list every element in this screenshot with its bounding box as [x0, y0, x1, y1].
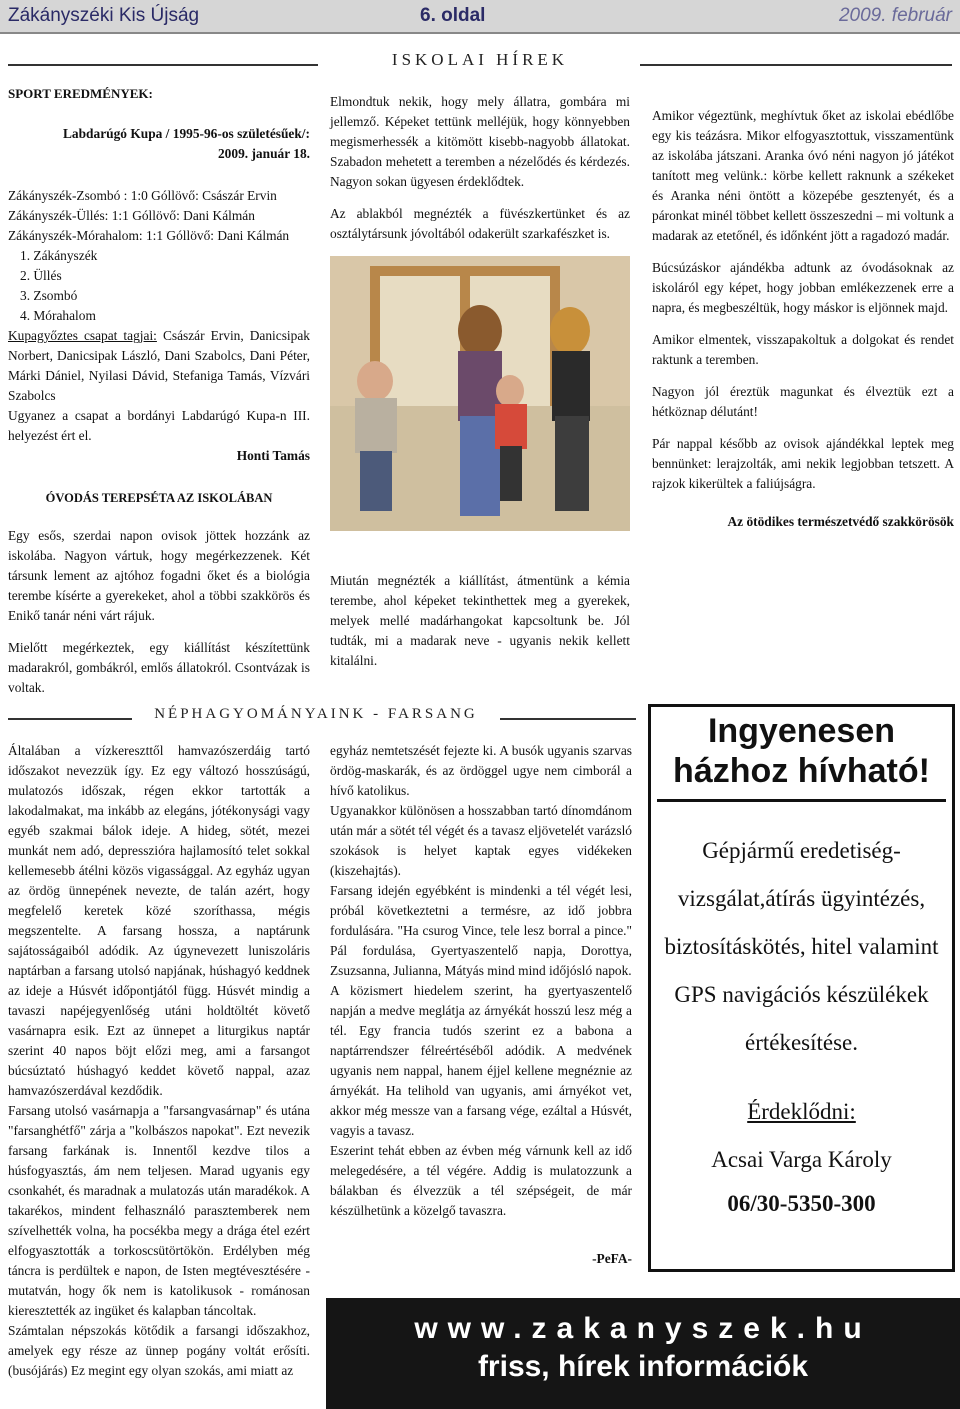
website-tagline: friss, hírek információk: [477, 1350, 809, 1383]
right-column: [652, 106, 954, 532]
sport-section: [8, 84, 310, 698]
advertisement-box: [648, 704, 955, 1272]
ranking-2: 2. Üllés: [20, 268, 62, 283]
ad-body: Gépjármű eredetiség-vizsgálat,átírás ügyintézés, biztosításkötés, hitel valamint GPS navigációs készülékek értékesítése.: [664, 838, 939, 1055]
farsang-c1-p3: Számtalan népszokás kötődik a farsangi időszakhoz, amelyek egy része az ünnep pogány voltát erősíti. (busójárás) Ez megint egy olyan szokás, ami miatt az: [8, 1323, 310, 1378]
result-2: Zákányszék-Üllés: 1:1 Góllövő: Dani Kálmán: [8, 208, 255, 223]
title-rule-left: [8, 64, 318, 66]
farsang-c1-p2: Farsang utolsó vasárnapja a "farsangvasárnap" és utána "farsanghétfő" zárja a "kolbászos napokat". Ezt nevezik farsang farkának is. Innentől kezdve tilos a húsfogyasztás, ám nem teljesen. Marad ugyanis egy csonkahét, és maradnak a mulatozás után maradékok. A takarékos, mindent felhasználó parasztemberek nem szívelhették volna, ha pocsékba megy a drága étel ezért elfogyasztották a torkoscsütörtökön. Erdélyben még táncra is perdültek e napon, de Isten megtévesztésére - mutatván, hogy ők nem is katolikusok - románosan kieresztették az ingüket és kalapban táncoltak.: [8, 1103, 310, 1318]
kg-paragraph-3: Elmondtuk nekik, hogy mely állatra, gombára mi jellemző. Képeket tettünk melléjük, hogy könnyebben megismerhessék a kitömött kisebb-nagyobb állatokat. Szabadon mehetett a teremben a nézelődés és kérdezés. Nagyon sokan ügyesen érdeklődtek.: [330, 94, 630, 189]
middle-column-bottom: [330, 537, 630, 671]
kg-paragraph-5: Miután megnézték a kiállítást, átmentünk a kémia terembe, ahol képeket tekinthettek meg a gyerekek, melyek mellé madárhangokat kapcsoltunk be. Jól tudták, mi a madarak neve - ugyanis nekik kellett kitalálni.: [330, 573, 630, 668]
page-number: 6. oldal: [420, 5, 486, 26]
team-label: Kupagyőztes csapat tagjai:: [8, 328, 157, 343]
farsang-c2-p4: A közismert hiedelem szerint, ha gyertyaszentelő napján a medve meglátja az árnyékát hosszú lesz még a tél. Egy francia tudós szerint ez a babona a naptárrendszer félreértéséből adódik. A medvének ugyanis nem nappal, hanem éjjel kellene megnéznie az árnyékát. Ha telihold van ugyanis, ami árnyékot vet, akkor még messze van a farsang vége, ezáltal a Húsvét, vagyis a tavasz.: [330, 983, 632, 1138]
farsang-rule-left: [8, 718, 132, 720]
team-extra: Ugyanez a csapat a bordányi Labdarúgó Kupa-n III. helyezést ért el.: [8, 408, 310, 443]
farsang-c2-p3: Farsang idején egyébként is mindenki a tél végét lesi, próbál következtetni a termésre, az idő jobbra fordulására. "Ha csurog Vince, tele lesz borral a pince." Pál fordulása, Gyertyaszentelő napja, Dorottya, Zsuzsanna, Julianna, Mátyás mind mind időjósló napok.: [330, 883, 632, 978]
photo-illustration: [330, 256, 630, 531]
ranking-4: 4. Mórahalom: [20, 308, 96, 323]
farsang-c2-p1: egyház nemtetszését fejezte ki. A busók ugyanis szarvas ördög-maskarák, és az ördöggel ugye nem cimborál a hívő katolikus.: [330, 743, 632, 798]
farsang-column-2: [330, 741, 632, 1269]
kg-author: Az ötödikes természetvédő szakkörösök: [727, 514, 954, 529]
kg-paragraph-6: Amikor végeztünk, meghívtuk őket az iskolai ebédlőbe egy kis teázásra. Mikor elfogyasztottuk, visszamentünk az iskolába játszani. Aranka óvó néni nagyon jó játékot tanított meg velünk.: körbe kellett raknunk a székeket és Aranka néni öntött a közepébe gesztenyét, és a páronkat minél többet kellett összeszedni – mi voltunk a madarak az etetőnél, és időnként jött a ragadozó madár.: [652, 108, 954, 243]
farsang-c2-p5: Eszerint tehát ebben az évben még várnunk kell az idő melegedésére, a tél végére. Addig is mulatozzunk a bálakban és élvezzük a tél szépségeit, de már készülhetünk a közelgő tavaszra.: [330, 1143, 632, 1218]
ad-divider: [657, 799, 946, 802]
website-banner: [326, 1298, 960, 1409]
ranking-3: 3. Zsombó: [20, 288, 78, 303]
kg-paragraph-1: Egy esős, szerdai napon ovisok jöttek hozzánk az iskolába. Nagyon vártuk, hogy megérkezzenek. Két társunk lement az ajtóhoz fogadni őket és a biológia terembe kísérte a gyerekeket, ahol a többi szakkörös és Enikő tanár néni várt rájuk.: [8, 528, 310, 623]
team-list: Császár Ervin, Danicsipak Norbert, Danicsipak László, Dani Szabolcs, Dani Péter, Márki Dániel, Nyilasi Dávid, Stefaniga Tamás, Vízvári Szabolcs: [8, 328, 310, 403]
farsang-title: NÉPHAGYOMÁNYAINK - FARSANG: [154, 706, 478, 722]
website-url[interactable]: www.zakanyszek.hu: [414, 1312, 872, 1345]
ad-contact-name: Acsai Varga Károly: [711, 1147, 892, 1172]
sport-heading: SPORT EREDMÉNYEK:: [8, 86, 153, 101]
ad-title: [651, 711, 952, 791]
farsang-c2-p2: Ugyanakkor különösen a hosszabban tartó dínomdánom után már a sötét tél végét és a tavasz eljövetelét varázsló szokások is helyet kaptak egyes vidékeken (kiszehajtás).: [330, 803, 632, 878]
kg-paragraph-8: Amikor elmentek, visszapakoltuk a dolgokat és rendet raktunk a teremben.: [652, 332, 954, 367]
cup-title: Labdarúgó Kupa / 1995-96-os születésűek/:: [62, 126, 310, 141]
result-3: Zákányszék-Mórahalom: 1:1 Góllövő: Dani Kálmán: [8, 228, 290, 243]
farsang-c1-p1: Általában a vízkereszttől hamvazószerdáig tartó időszakot nevezzük így. Ez egy változó hosszúságú, mulatozós időszak, régen ekkor tartották a lakodalmakat, ma inkább az elegáns, jótékonysági vagy egyéb szakmai bálok ideje. A hideg, sötét, mezei munkát nem adó, depresszióra hajlamosító telet sokkal kellemesebb átélni közös vigassággal. Az egyház ugyan az ördög ünnepének nevezte, de talán azért, hogy megfelelő keretek közé szoríthassa, mégis megszentelte. A farsang hossza, a naptárunk sajátosságaiból adódik. Az úgynevezett luniszoláris naptárban a farsang utolsó napjának, húshagyó keddnek az ideje a Húsvét időpontjától függ. Húsvét mindig a tavaszi napéjegyenlőség utáni holdtöltét követő vasárnapra esik. Ezt az ünnepet a liturgikus naptár szerint 40 napos böjt előzi meg, ami a farsangot búcsúztató húshagyó keddet követő nappal, azaz hamvazószerdával kezdődik.: [8, 743, 310, 1098]
page-header: [0, 0, 960, 34]
result-1: Zákányszék-Zsombó : 1:0 Góllövő: Császár Ervin: [8, 188, 277, 203]
sport-author: Honti Tamás: [236, 448, 310, 463]
ad-title-line-1: Ingyenesen: [707, 712, 896, 750]
farsang-author: -PeFA-: [592, 1251, 632, 1266]
title-rule-right: [640, 64, 952, 66]
farsang-column-1: [8, 741, 310, 1381]
kindergarten-photo: [330, 256, 630, 531]
ranking-1: 1. Zákányszék: [20, 248, 98, 263]
team-members: [8, 326, 310, 406]
ad-title-line-2: házhoz hívható!: [673, 752, 930, 790]
kg-paragraph-2: Mielőtt megérkeztek, egy kiállítást készítettünk madarakról, gombákról, emlős állatokról. Csontvázak is voltak.: [8, 640, 310, 695]
school-news-title: ISKOLAI HÍREK: [391, 50, 569, 69]
kg-paragraph-7: Búcsúzáskor ajándékba adtunk az óvodásoknak az iskoláról egy képet, hogy jobban emlékezzenek erre a napra, és megbeszéltük, hogy máskor is eljönnek majd.: [652, 260, 954, 315]
ad-contact-phone: 06/30-5350-300: [727, 1191, 876, 1216]
kindergarten-heading: ÓVODÁS TEREPSÉTA AZ ISKOLÁBAN: [45, 491, 273, 505]
middle-column-top: [330, 92, 630, 244]
farsang-rule-right: [500, 718, 636, 720]
kg-paragraph-10: Pár nappal később az ovisok ajándékkal leptek meg bennünket: lerajzolták, ami nekik legjobban tetszett. A rajzok kikerültek a faliújságra.: [652, 436, 954, 491]
newspaper-name: Zákányszéki Kis Újság: [8, 5, 200, 26]
cup-date: 2009. január 18.: [217, 146, 310, 161]
kg-paragraph-4: Az ablakból megnézték a füvészkertünket és az osztálytársunk jóvoltából odakerült szarkafészket is.: [330, 206, 630, 241]
issue-date: 2009. február: [838, 5, 952, 26]
ad-contact-label: Érdeklődni:: [747, 1099, 856, 1124]
kg-paragraph-9: Nagyon jól éreztük magunkat és élveztük ezt a hétköznap délutánt!: [652, 384, 954, 419]
